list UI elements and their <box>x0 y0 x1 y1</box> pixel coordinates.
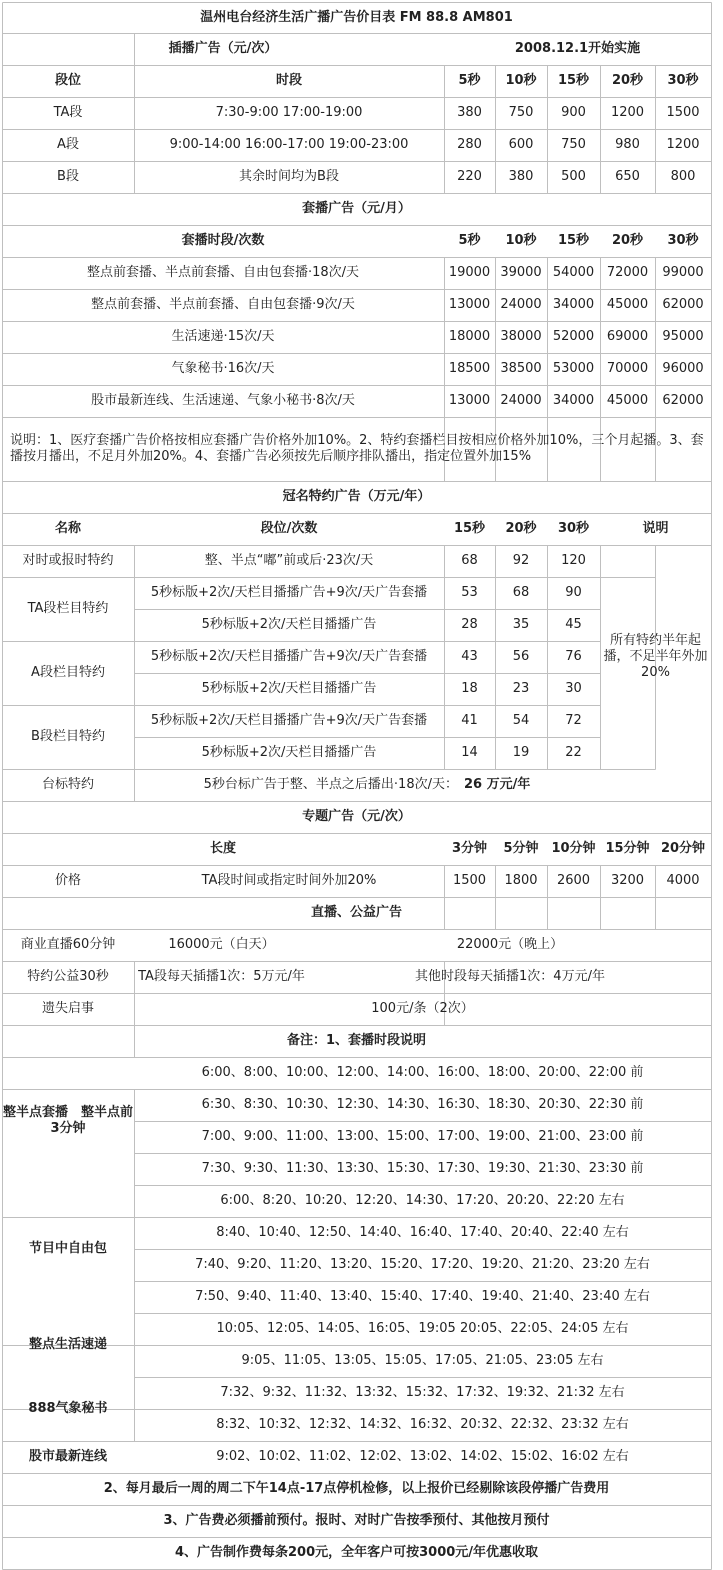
price-cell: 99000 <box>662 265 704 280</box>
remarks-line: 9:02、10:02、11:02、12:02、13:02、14:02、15:02、16:02 左右 <box>216 1449 629 1464</box>
live-label: 遗失启事 <box>41 1001 94 1016</box>
remarks-line: 6:00、8:20、10:20、12:20、14:30、17:20、20:20、22:20 左右 <box>220 1193 625 1208</box>
price-cell: 19 <box>512 745 530 760</box>
insert-time: 其余时间均为B段 <box>239 169 339 184</box>
sponsor-explain: 所有特约半年起播，不足半年外加20% <box>603 633 708 680</box>
remarks-line: 7:40、9:20、11:20、13:20、15:20、17:20、19:20、21:20、23:20 左右 <box>195 1257 650 1272</box>
package-name: 气象秘书·16次/天 <box>171 361 275 376</box>
remarks-line: 8:32、10:32、12:32、14:32、16:32、20:32、22:32、23:32 左右 <box>216 1417 629 1432</box>
insert-tier: A段 <box>57 137 79 152</box>
sponsor-desc: 5秒标版+2次/天栏目播播广告 <box>201 617 377 632</box>
sponsor-heading: 冠名特约广告（万元/年） <box>282 489 431 504</box>
price-cell: 34000 <box>552 297 595 312</box>
price-cell: 53000 <box>552 361 595 376</box>
price-cell: 96000 <box>662 361 704 376</box>
feature-price-label: 价格 <box>54 873 81 888</box>
price-cell: 18 <box>461 681 478 696</box>
insert-header: 10秒 <box>505 73 537 88</box>
price-cell: 650 <box>615 169 640 184</box>
price-cell: 1500 <box>666 105 700 120</box>
live-value: 16000元（白天） <box>168 937 275 952</box>
price-cell: 980 <box>615 137 640 152</box>
price-cell: 68 <box>461 553 478 568</box>
price-cell: 68 <box>512 585 530 600</box>
sponsor-desc: 5秒标版+2次/天栏目播播广告+9次/天广告套播 <box>150 585 428 600</box>
remarks-line: 10:05、12:05、14:05、16:05、19:05 20:05、22:05、24:05 左右 <box>216 1321 629 1336</box>
package-name: 生活速递·15次/天 <box>171 329 275 344</box>
live-label: 商业直播60分钟 <box>20 937 116 952</box>
price-cell: 19000 <box>448 265 491 280</box>
price-cell: 380 <box>508 169 534 184</box>
start-date: 2008.12.1开始实施 <box>514 41 641 56</box>
feature-length: 15分钟 <box>605 841 650 856</box>
remarks-footer: 2、每月最后一周的周二下午14点-17点停机检修，以上报价已经剔除该段停播广告费用 <box>103 1481 610 1496</box>
price-cell: 750 <box>561 137 586 152</box>
sponsor-name: 台标特约 <box>41 777 94 792</box>
price-cell: 24000 <box>500 393 542 408</box>
remarks-footer: 4、广告制作费每条200元，全年客户可按3000元/年优惠收取 <box>174 1545 539 1560</box>
price-cell: 18000 <box>448 329 491 344</box>
remarks-line: 7:00、9:00、11:00、13:00、15:00、17:00、19:00、21:00、23:00 前 <box>201 1129 644 1144</box>
price-cell: 30 <box>565 681 582 696</box>
feature-length: 5分钟 <box>503 841 539 856</box>
sponsor-desc: 5秒标版+2次/天栏目播播广告 <box>201 681 377 696</box>
insert-header: 30秒 <box>667 73 699 88</box>
station-ad-price: 26 万元/年 <box>463 777 531 792</box>
price-cell: 220 <box>457 169 482 184</box>
sponsor-header: 15秒 <box>453 521 486 536</box>
price-cell: 4000 <box>666 873 700 888</box>
price-cell: 62000 <box>662 393 704 408</box>
remarks-line: 8:40、10:40、12:50、14:40、16:40、17:40、20:40、22:40 左右 <box>216 1225 629 1240</box>
price-cell: 95000 <box>662 329 704 344</box>
price-cell: 18500 <box>448 361 491 376</box>
price-cell: 54000 <box>552 265 595 280</box>
remarks-group-name: 股市最新连线 <box>28 1449 107 1464</box>
price-cell: 38000 <box>500 329 542 344</box>
price-cell: 41 <box>461 713 478 728</box>
remarks-line: 9:05、11:05、13:05、15:05、17:05、21:05、23:05 左右 <box>241 1353 604 1368</box>
price-cell: 120 <box>561 553 586 568</box>
feature-length: 3分钟 <box>451 841 488 856</box>
feature-price-note: TA段时间或指定时间外加20% <box>201 873 377 888</box>
price-cell: 14 <box>461 745 478 760</box>
price-cell: 69000 <box>606 329 649 344</box>
package-header: 30秒 <box>667 233 699 248</box>
package-heading: 套播广告（元/月） <box>302 201 411 216</box>
price-cell: 70000 <box>606 361 649 376</box>
package-header: 15秒 <box>557 233 590 248</box>
station-ad-text: 5秒台标广告于整、半点之后播出·18次/天： <box>203 777 458 792</box>
sponsor-header: 段位/次数 <box>260 521 318 536</box>
live-value: 100元/条（2次） <box>371 1001 474 1016</box>
sponsor-name: TA段栏目特约 <box>27 601 109 616</box>
remarks-line: 6:30、8:30、10:30、12:30、14:30、16:30、18:30、20:30、22:30 前 <box>201 1097 644 1112</box>
price-cell: 72 <box>565 713 582 728</box>
price-cell: 13000 <box>448 393 491 408</box>
price-cell: 2600 <box>556 873 591 888</box>
package-header: 10秒 <box>505 233 537 248</box>
package-header: 20秒 <box>611 233 644 248</box>
price-cell: 52000 <box>552 329 595 344</box>
live-heading: 直播、公益广告 <box>310 905 402 920</box>
remarks-group-name: 888气象秘书 <box>28 1401 108 1416</box>
sponsor-header: 名称 <box>54 521 81 536</box>
live-label: 特约公益30秒 <box>27 969 109 984</box>
remarks-group-name: 整半点套播 整半点前3分钟 <box>2 1105 133 1136</box>
price-cell: 35 <box>512 617 530 632</box>
feature-length: 10分钟 <box>551 841 596 856</box>
insert-heading: 插播广告（元/次） <box>168 41 278 56</box>
price-cell: 56 <box>512 649 530 664</box>
sponsor-header: 20秒 <box>505 521 537 536</box>
price-cell: 92 <box>512 553 530 568</box>
sponsor-name: A段栏目特约 <box>31 665 105 680</box>
price-cell: 1200 <box>666 137 700 152</box>
price-cell: 13000 <box>448 297 491 312</box>
price-cell: 1200 <box>610 105 645 120</box>
price-cell: 3200 <box>610 873 645 888</box>
price-cell: 500 <box>561 169 586 184</box>
remarks-line: 7:50、9:40、11:40、13:40、15:40、17:40、19:40、21:40、23:40 左右 <box>195 1289 650 1304</box>
sponsor-desc: 整、半点“嘟”前或后·23次/天 <box>204 553 374 568</box>
price-cell: 22 <box>565 745 582 760</box>
insert-tier: B段 <box>57 169 79 184</box>
insert-header: 段位 <box>54 73 81 88</box>
insert-header: 20秒 <box>611 73 644 88</box>
price-cell: 380 <box>457 105 482 120</box>
price-cell: 23 <box>512 681 530 696</box>
price-cell: 45 <box>565 617 582 632</box>
sponsor-name: B段栏目特约 <box>31 729 105 744</box>
remarks-footer: 3、广告费必须播前预付。报时、对时广告按季预付、其他按月预付 <box>163 1513 550 1528</box>
price-cell: 24000 <box>500 297 542 312</box>
price-cell: 72000 <box>606 265 649 280</box>
insert-time: 9:00-14:00 16:00-17:00 19:00-23:00 <box>169 137 409 152</box>
remarks-line: 6:00、8:00、10:00、12:00、14:00、16:00、18:00、20:00、22:00 前 <box>201 1065 644 1080</box>
sponsor-desc: 5秒标版+2次/天栏目播播广告+9次/天广告套播 <box>150 713 428 728</box>
sponsor-header: 30秒 <box>557 521 590 536</box>
remarks-line: 7:32、9:32、11:32、13:32、15:32、17:32、19:32、21:32 左右 <box>220 1385 625 1400</box>
price-cell: 750 <box>508 105 534 120</box>
price-cell: 38500 <box>500 361 542 376</box>
price-cell: 800 <box>670 169 696 184</box>
remarks-line: 7:30、9:30、11:30、13:30、15:30、17:30、19:30、21:30、23:30 前 <box>201 1161 644 1176</box>
doc-title: 温州电台经济生活广播广告价目表 FM 88.8 AM801 <box>200 9 513 25</box>
live-value: TA段每天插播1次：5万元/年 <box>138 969 305 984</box>
price-cell: 62000 <box>662 297 704 312</box>
station-ad-desc <box>134 769 600 801</box>
sponsor-name: 对时或报时特约 <box>22 553 114 568</box>
price-cell: 54 <box>512 713 530 728</box>
price-cell: 900 <box>561 105 586 120</box>
price-cell: 39000 <box>500 265 542 280</box>
remarks-group-name: 节目中自由包 <box>28 1241 107 1256</box>
price-cell: 600 <box>508 137 534 152</box>
sponsor-header: 说明 <box>642 521 669 536</box>
live-value: 22000元（晚上） <box>456 937 564 952</box>
insert-tier: TA段 <box>53 105 83 120</box>
price-cell: 34000 <box>552 393 595 408</box>
live-value: 其他时段每天插播1次：4万元/年 <box>415 969 605 984</box>
feature-heading: 专题广告（元/次） <box>302 809 411 824</box>
price-cell: 1800 <box>504 873 538 888</box>
insert-header: 时段 <box>275 73 302 88</box>
sponsor-desc: 5秒标版+2次/天栏目播播广告+9次/天广告套播 <box>150 649 428 664</box>
insert-header: 5秒 <box>458 73 481 88</box>
price-cell: 45000 <box>606 393 649 408</box>
price-cell: 45000 <box>606 297 649 312</box>
price-cell: 1500 <box>452 873 487 888</box>
package-header: 5秒 <box>458 233 481 248</box>
price-cell: 280 <box>457 137 482 152</box>
price-cell: 28 <box>461 617 478 632</box>
package-name: 整点前套播、半点前套播、自由包套播·18次/天 <box>86 265 360 280</box>
package-name: 股市最新连线、生活速递、气象小秘书·8次/天 <box>91 393 355 408</box>
package-header: 套播时段/次数 <box>181 233 265 248</box>
price-cell: 43 <box>461 649 478 664</box>
insert-time: 7:30-9:00 17:00-19:00 <box>215 105 363 120</box>
package-note: 说明：1、医疗套播广告价格按相应套播广告价格外加10%。2、特约套播栏目按相应价格外加10%，三个月起播。3、套播按月播出，不足月外加20%。4、套播广告必须按先后顺序排队播出，指定位置外加15% <box>10 433 704 464</box>
price-cell: 53 <box>461 585 478 600</box>
package-name: 整点前套播、半点前套播、自由包套播·9次/天 <box>91 297 355 312</box>
feature-length: 20分钟 <box>660 841 706 856</box>
price-cell: 76 <box>565 649 582 664</box>
sponsor-desc: 5秒标版+2次/天栏目播播广告 <box>201 745 377 760</box>
remarks-heading: 备注：1、套播时段说明 <box>286 1033 427 1048</box>
feature-length-label: 长度 <box>209 841 236 856</box>
price-cell: 90 <box>565 585 582 600</box>
remarks-group-name: 整点生活速递 <box>28 1337 107 1352</box>
insert-header: 15秒 <box>557 73 590 88</box>
